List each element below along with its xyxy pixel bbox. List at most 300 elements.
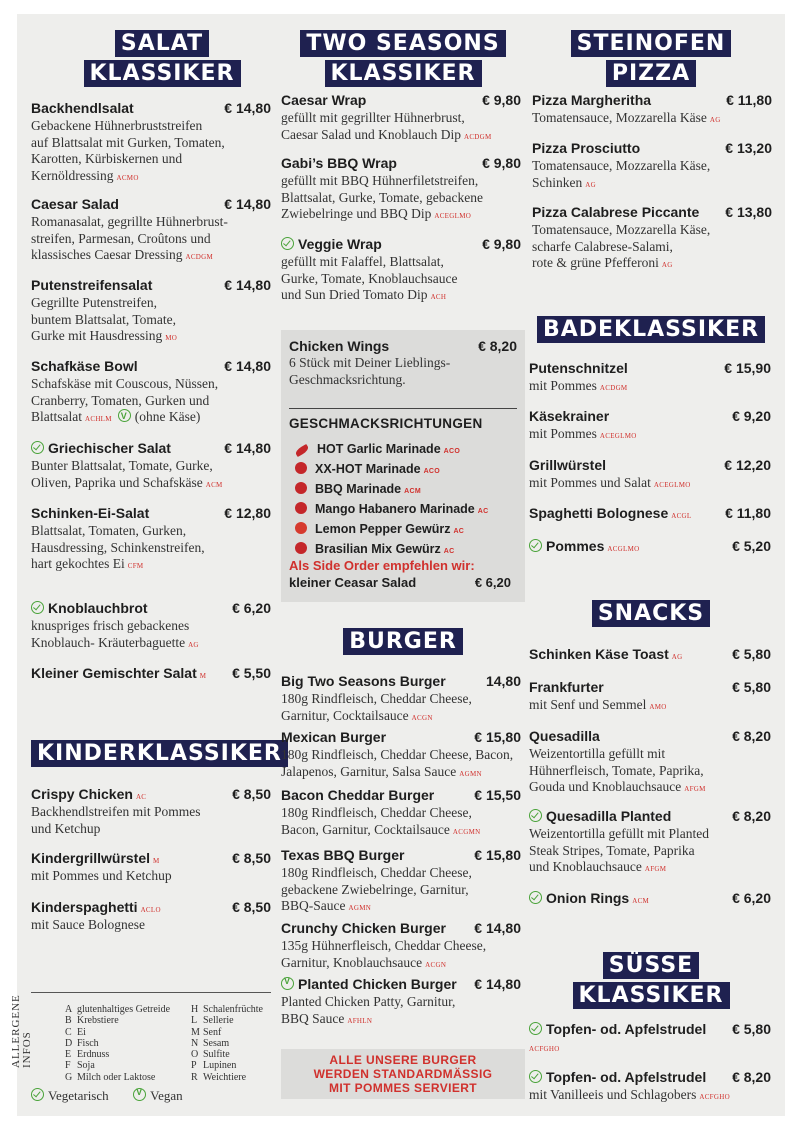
allergen-letter: F [65,1060,71,1072]
desc-line [529,475,771,494]
heading-line: KLASSIKER [573,982,730,1009]
menu-item-name: Pizza Margheritha [532,92,652,108]
allergen-codes: ACFGHO [529,1045,560,1053]
allergen-letter: E [65,1049,72,1061]
allergen-entry [191,1015,263,1026]
desc-text: Garnitur, Knoblauchsauce [281,954,423,970]
menu-item-price: € 11,80 [726,92,772,108]
desc-text: Gegrillte Putenstreifen, [31,295,157,310]
menu-item-description [281,173,521,225]
menu-item-title [281,155,397,173]
desc-text: Tomatensauce, Mozzarella Käse, [532,222,711,237]
allergen-entry [65,1049,170,1060]
menu-item-price: € 9,80 [482,92,521,108]
allergen-codes: AMO [649,703,667,711]
heading-suesse-klassiker [529,952,773,1012]
desc-line [31,328,271,347]
menu-item-name: Gabi’s BBQ Wrap [281,155,397,171]
menu-item-name: Caesar Salad [31,196,119,212]
desc-text: 180g Rindfleisch, Cheddar Cheese, [281,805,472,820]
menu-item-row [281,787,521,805]
desc-text: Bunter Blattsalat, Tomate, Gurke, [31,458,213,473]
desc-text: gefüllt mit BBQ Hühnerfiletstreifen, [281,173,479,188]
desc-line [532,175,772,194]
desc-text: Gurke mit Hausdressing [31,328,163,343]
allergen-name: Sulfite [203,1049,230,1061]
menu-item-row [529,646,771,664]
menu-item-row [529,360,771,378]
menu-item-title [532,140,640,158]
desc-line [529,378,771,397]
desc-line [529,1039,771,1058]
allergen-name: Weichtiere [203,1071,247,1083]
menu-item [532,92,772,129]
allergen-letter: O [191,1049,199,1061]
allergen-codes: AG [661,261,673,269]
menu-item-name: Topfen- od. Apfelstrudel [546,1069,707,1085]
desc-line [281,822,521,841]
vegetarian-icon [31,441,44,454]
desc-line [31,376,271,393]
menu-item-description [281,110,521,145]
desc-text: Steak Stripes, Tomate, Paprika [529,842,695,858]
desc-text: Gebackene Hühnerbruststreifen [31,118,203,133]
menu-item-price: € 8,50 [232,786,271,802]
menu-item-name: Topfen- od. Apfelstrudel [546,1021,707,1037]
allergen-codes: ACGL [671,512,692,520]
menu-item-price: € 14,80 [224,358,271,374]
desc-line [532,239,772,256]
menu-item-name: Kinderspaghetti [31,899,138,915]
menu-item [31,505,271,575]
allergen-letter: N [191,1037,199,1049]
heading-line: SNACKS [592,600,710,627]
flavour-item [295,542,454,556]
heading-line: KLASSIKER [84,60,241,87]
desc-line [281,747,521,764]
allergen-entry [191,1060,263,1071]
menu-item-price: € 15,80 [474,729,521,745]
allergen-codes: CFM [127,562,144,570]
vegetarian-icon [529,1022,542,1035]
flavour-name: BBQ Marinade [315,482,402,496]
menu-item-name: Grillwürstel [529,457,607,473]
menu-item-name: Putenschnitzel [529,360,628,376]
allergen-codes: ACO [443,448,461,455]
side-order-row [289,575,511,590]
menu-item-title [529,457,606,475]
desc-text: klassisches Caesar Dressing [31,247,183,262]
menu-item-title [31,505,149,523]
menu-item-row [529,408,771,426]
allergen-codes: AG [709,116,721,124]
menu-item-name: Spaghetti Bolognese [529,505,669,521]
desc-text: Bacon, Garnitur, Cocktailsauce [281,821,450,837]
allergen-codes: AGMN [459,769,482,778]
menu-item-row [529,457,771,475]
allergen-entry [65,1060,170,1071]
menu-item-name: Käsekrainer [529,408,610,424]
flavour-item [295,442,460,456]
menu-item-name: Schafkäse Bowl [31,358,138,374]
menu-item-description [31,295,271,347]
chicken-wings-box [281,330,525,602]
menu-item-row [281,673,521,691]
allergen-name: Erdnuss [77,1049,110,1061]
vegetarian-label: Vegetarisch [48,1088,109,1103]
heading-salat-klassiker [67,30,257,90]
bbq-icon [295,482,307,494]
menu-item-row [31,358,271,376]
desc-line [31,475,271,494]
desc-text: Garnitur, Cocktailsauce [281,707,409,723]
desc-text: mit Pommes [529,426,597,441]
allergen-codes: AC [453,528,465,535]
menu-item-price: € 14,80 [474,976,521,992]
menu-item-title [281,920,446,938]
allergen-codes: ACO [423,468,441,475]
allergen-codes: AC [477,508,489,515]
desc-text: Schafskäse mit Couscous, Nüssen, [31,376,219,391]
menu-item-row [529,808,771,826]
desc-text: BBQ Sauce [281,1010,345,1026]
vegan-label: Vegan [150,1088,183,1103]
vegetarian-icon [529,891,542,904]
flavour-name: Mango Habanero Marinade [315,502,475,516]
desc-line [281,994,521,1011]
menu-item-description [529,426,771,445]
desc-line [31,151,271,168]
wings-price: € 8,20 [478,338,517,354]
menu-item-row [529,1021,771,1039]
flavour-item [295,502,488,516]
desc-text: und Sun Dried Tomato Dip [281,287,428,302]
flavour-name: Lemon Pepper Gewürz [315,522,451,536]
allergen-codes: AFGM [684,785,706,793]
menu-item-description [31,376,271,428]
menu-item-title [529,505,692,523]
desc-text: scharfe Calabrese-Salami, [532,238,673,254]
desc-text: Weizentortilla gefüllt mit [529,746,666,761]
menu-item-title [529,808,671,826]
allergen-codes: AFHLN [347,1016,373,1025]
heading-line: BURGER [343,628,463,655]
desc-line [281,708,521,727]
note-line: MIT POMMES SERVIERT [328,1081,478,1095]
lemon-icon [295,522,307,534]
menu-item-price: € 13,80 [725,204,772,220]
allergen-name: Sesam [203,1037,230,1049]
desc-line [31,868,271,885]
menu-item-name: Pizza Prosciutto [532,140,641,156]
desc-line [532,222,772,239]
desc-line [281,764,521,783]
desc-text: Blattsalat, Tomaten, Gurken, [31,523,187,538]
allergen-codes: ACGMN [452,827,481,836]
desc-line [281,691,521,708]
menu-item-price: 14,80 [485,673,521,689]
heading-burger [281,628,525,658]
allergen-codes: ACMO [116,173,139,182]
flavour-name: HOT Garlic Marinade [317,442,441,456]
menu-item [532,140,772,193]
menu-item-description [529,1087,771,1106]
heading-steinofen-pizza [529,30,773,90]
menu-item [281,976,521,1029]
desc-text: mit Pommes und Ketchup [31,868,172,883]
menu-item-title [529,538,640,556]
menu-item-price: € 15,50 [474,787,521,803]
flavour-name: XX-HOT Marinade [315,462,421,476]
menu-item [31,600,271,653]
desc-text: Weizentortilla gefüllt mit Planted [529,826,709,841]
side-order-name: kleiner Ceasar Salad [289,575,417,590]
desc-line [31,247,271,266]
menu-item [31,100,271,186]
allergen-name: Sellerie [203,1015,234,1027]
vegetarian-icon [281,237,294,250]
menu-item-title [31,196,119,214]
desc-line [529,779,771,798]
allergen-letter: L [191,1015,198,1027]
menu-item-row [31,600,271,618]
note-line: ALLE UNSERE BURGER [329,1053,477,1067]
menu-item [31,786,271,837]
menu-item-description [281,938,521,973]
desc-text: streifen, Parmesan, Croûtons und [31,230,211,246]
desc-text: gefüllt mit gegrillter Hühnerbrust, [281,110,465,125]
menu-item-price: € 5,80 [732,679,771,695]
menu-item-price: € 11,80 [725,505,771,521]
allergen-codes: ACDGM [185,253,214,261]
menu-item-name: Quesadilla [529,728,600,744]
allergen-name: Milch oder Laktose [77,1071,156,1083]
menu-item-description [31,804,271,837]
allergen-codes: AG [585,180,596,189]
desc-text: knuspriges frisch gebackenes [31,618,190,633]
menu-item-name: Backhendlsalat [31,100,134,116]
desc-text: Schinken [532,174,583,190]
desc-line [281,865,521,882]
menu-item-name: Texas BBQ Burger [281,847,405,863]
menu-item-price: € 15,90 [724,360,771,376]
desc-line [532,110,772,129]
allergen-codes: AFGM [644,865,667,873]
menu-item-title [529,408,609,426]
menu-item-title [529,890,649,908]
menu-item [529,1021,771,1058]
menu-item-description [529,1039,771,1058]
desc-line [529,763,771,780]
desc-line [31,804,271,821]
desc-line [281,254,521,271]
desc-line [31,635,271,654]
burger-note [281,1049,525,1099]
allergen-entry [191,1027,263,1038]
allergen-codes: ACH [430,293,447,301]
allergen-letter: C [65,1026,72,1038]
menu-item-price: € 5,20 [732,538,771,554]
menu-item-row [31,440,271,458]
desc-line [31,135,271,152]
menu-item-row [529,538,771,556]
label-line: INFOS [21,1031,33,1068]
allergen-codes: AGMN [348,904,372,912]
menu-item-row [31,786,271,804]
desc-line [31,523,271,540]
desc-line [529,859,771,878]
desc-line [281,127,521,146]
heading-line: TWO SEASONS [300,30,505,57]
desc-line [31,231,271,248]
label-line: ALLERGENE [10,994,22,1068]
menu-item-row [281,729,521,747]
heading-line: PIZZA [606,60,696,87]
allergen-codes: AG [671,653,683,661]
desc-line [281,898,521,917]
desc-text: Planted Chicken Patty, Garnitur, [281,994,456,1009]
desc-text: 180g Rindfleisch, Cheddar Cheese, Bacon, [281,747,514,762]
menu-item-price: € 15,80 [474,847,521,863]
desc-text: gebackene Zwiebelringe, Garnitur, [281,881,469,897]
allergen-name: glutenhaltiges Getreide [77,1004,171,1015]
desc-text: rote & grüne Pfefferoni [532,255,659,270]
menu-item-row [281,847,521,865]
menu-item [529,457,771,494]
menu-item [31,665,271,683]
menu-item-title [31,358,138,376]
desc-line [31,821,271,838]
menu-item-title [281,673,446,691]
desc-line [281,190,521,207]
flavour-item [295,462,440,476]
allergen-name: Soja [77,1060,95,1072]
allergen-codes: ACDGM [463,132,492,141]
allergen-entry [191,1049,263,1060]
menu-item-price: € 9,20 [732,408,771,424]
menu-item [529,808,771,878]
allergen-info [10,992,271,1103]
allergen-codes: ACDGM [599,384,628,392]
menu-item-title [31,277,152,295]
menu-item-description [281,691,521,726]
menu-item-description [31,618,271,653]
menu-item [532,204,772,274]
allergen-codes: ACM [632,897,650,905]
menu-item-row [529,890,771,908]
desc-text: Knoblauch- Kräuterbaguette [31,634,186,650]
flavour-item [295,522,464,536]
allergen-name: Krebstiere [77,1015,119,1027]
menu-item-description [281,805,521,840]
menu-item-title [31,100,134,118]
desc-line [281,271,521,288]
menu-item-title [529,728,600,746]
desc-text: und Knoblauchsauce [529,859,642,874]
desc-line [281,287,521,306]
desc-line [529,826,771,843]
menu-item-row [281,976,521,994]
menu-item [31,899,271,934]
menu-item-price: € 9,80 [482,155,521,171]
chili-icon [294,444,310,457]
menu-item-description [31,523,271,575]
vegan-icon [133,1088,146,1101]
menu-item-description [532,110,772,129]
menu-item-description [281,994,521,1029]
desc-line [31,917,271,934]
menu-item-description [31,917,271,934]
desc-line [529,697,771,716]
menu-item-title [281,236,382,254]
desc-text: 135g Hühnerfleisch, Cheddar Cheese, [281,938,487,953]
menu-item-name: Bacon Cheddar Burger [281,787,435,803]
desc-line [281,955,521,974]
menu-item-row [529,1069,771,1087]
menu-item-price: € 12,20 [724,457,771,473]
allergen-name: Schalenfrüchte [203,1004,263,1015]
divider [31,992,271,993]
desc-line [31,168,271,187]
desc-text: Blattsalat, Gurke, Tomate, gebackene [281,189,483,205]
flavour-name: Brasilian Mix Gewürz [315,542,441,556]
desc-line [281,110,521,127]
menu-item [281,729,521,782]
wings-desc [289,355,450,388]
allergen-letter: A [65,1004,73,1015]
allergen-codes: ACEGLMO [653,481,691,489]
menu-item-name: Crunchy Chicken Burger [281,920,446,936]
allergen-codes: ACEGLMO [599,432,637,440]
menu-item-title [532,92,651,110]
desc-text: Blattsalat [31,409,82,424]
desc-text: BBQ-Sauce [281,898,346,913]
menu-item-title [281,787,434,805]
desc-line [529,843,771,860]
menu-item [281,236,521,306]
desc-line [31,312,271,329]
menu-item-row [31,665,271,683]
heading-two-seasons [281,30,525,90]
menu-item-description [529,475,771,494]
desc-line: 6 Stück mit Deiner Lieblings- [289,355,451,370]
menu-item [31,277,271,347]
allergen-entry [191,1038,263,1049]
vegetarian-icon [31,601,44,614]
menu-item-row [31,850,271,868]
allergen-codes: AC [135,793,147,801]
menu-item-name: Pizza Calabrese Piccante [532,204,700,220]
menu-item-description [31,214,271,266]
allergen-name: Lupinen [203,1060,237,1072]
desc-text: Zwiebelringe und BBQ Dip [281,206,432,221]
desc-text: Gurke, Tomate, Knoblauchsauce [281,270,458,286]
desc-text: Gouda und Knoblauchsauce [529,779,682,794]
desc-text: mit Senf und Semmel [529,697,647,712]
menu-item-row [281,236,521,254]
allergen-letter: H [191,1004,199,1015]
desc-text: Hausdressing, Schinkenstreifen, [31,539,205,555]
menu-item-price: € 8,20 [732,728,771,744]
allergen-column-1 [65,1004,170,1083]
vegetarian-icon [529,539,542,552]
allergen-codes: ACGN [425,960,447,969]
allergen-letter: M [191,1026,200,1038]
menu-item-title [281,92,366,110]
desc-line [281,882,521,899]
menu-item-row [532,140,772,158]
menu-item-price: € 12,80 [224,505,271,521]
